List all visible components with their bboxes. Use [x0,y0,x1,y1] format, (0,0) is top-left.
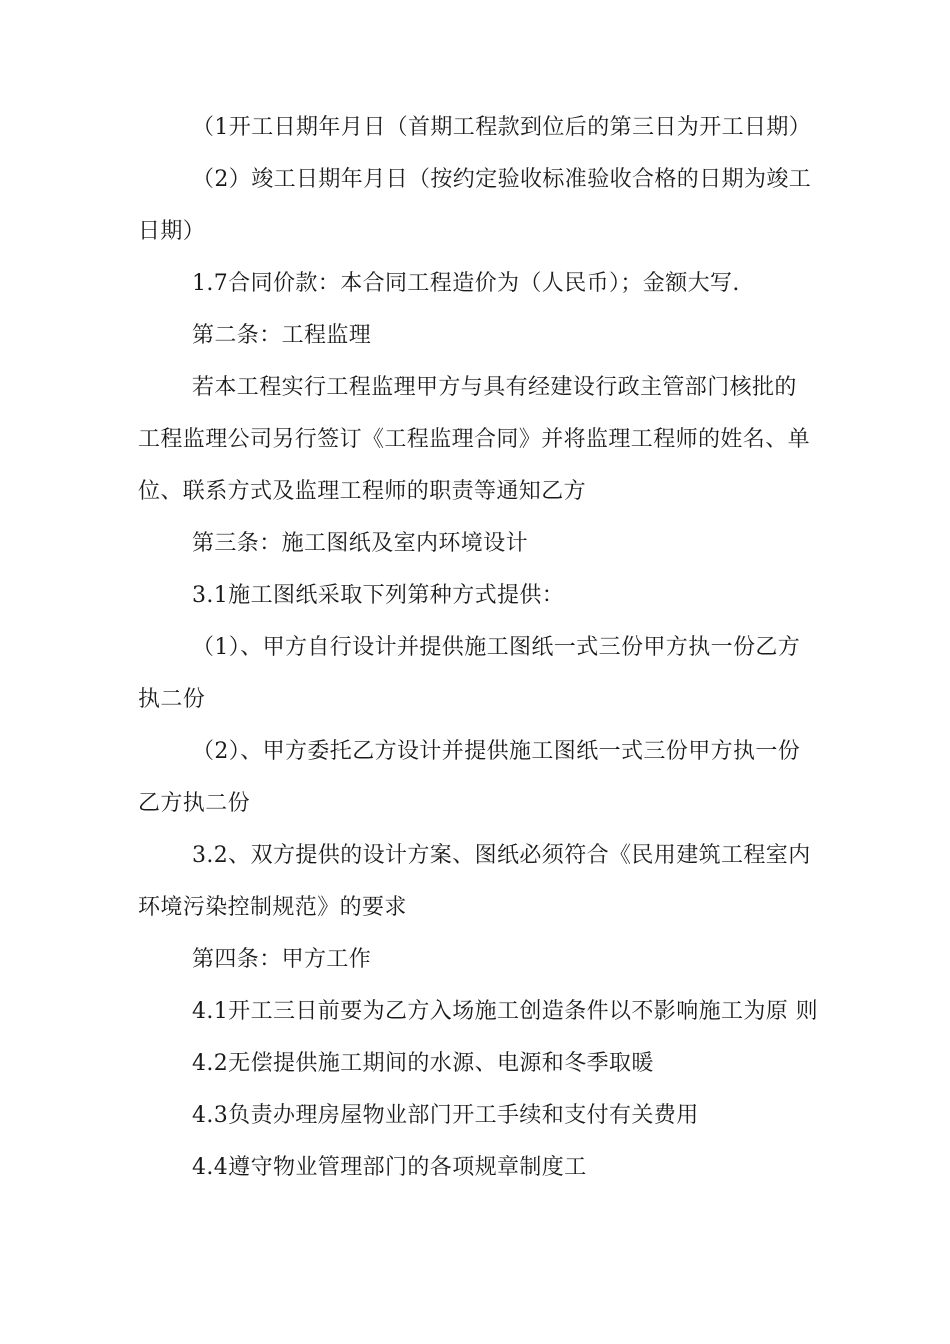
paragraph-drawings-method: 3.1施工图纸采取下列第种方式提供： [192,583,565,608]
paragraph-supervision-cont-2: 位、联系方式及监理工程师的职责等通知乙方 [138,479,587,504]
paragraph-start-date: （1开工日期年月日（首期工程款到位后的第三日为开工日期） [192,115,812,140]
paragraph-party-a-4-3: 4.3负责办理房屋物业部门开工手续和支付有关费用 [192,1103,699,1128]
paragraph-drawings-option-1-cont: 执二份 [138,687,206,712]
section-heading-supervision: 第二条：工程监理 [192,323,372,348]
paragraph-party-a-4-1: 4.1开工三日前要为乙方入场施工创造条件以不影响施工为原 则 [192,999,818,1024]
section-heading-party-a: 第四条：甲方工作 [192,947,372,972]
paragraph-drawings-option-2: （2）、甲方委托乙方设计并提供施工图纸一式三份甲方执一份 [192,739,801,764]
paragraph-design-standard: 3.2、双方提供的设计方案、图纸必须符合《民用建筑工程室内 [192,843,811,868]
paragraph-completion-date: （2）竣工日期年月日（按约定验收标准验收合格的日期为竣工 [192,167,812,192]
paragraph-drawings-option-2-cont: 乙方执二份 [138,791,251,816]
paragraph-party-a-4-2: 4.2无偿提供施工期间的水源、电源和冬季取暖 [192,1051,654,1076]
paragraph-supervision-cont-1: 工程监理公司另行签订《工程监理合同》并将监理工程师的姓名、单 [138,427,811,452]
paragraph-supervision: 若本工程实行工程监理甲方与具有经建设行政主管部门核批的 [192,375,797,400]
paragraph-contract-price: 1.7合同价款：本合同工程造价为（人民币）；金额大写. [192,271,740,296]
paragraph-drawings-option-1: （1）、甲方自行设计并提供施工图纸一式三份甲方执一份乙方 [192,635,801,660]
section-heading-drawings: 第三条：施工图纸及室内环境设计 [192,531,529,556]
paragraph-party-a-4-4: 4.4遵守物业管理部门的各项规章制度工 [192,1155,587,1180]
paragraph-completion-date-cont: 日期） [138,219,206,244]
paragraph-design-standard-cont: 环境污染控制规范》的要求 [138,895,407,920]
document-page [138,102,828,1194]
